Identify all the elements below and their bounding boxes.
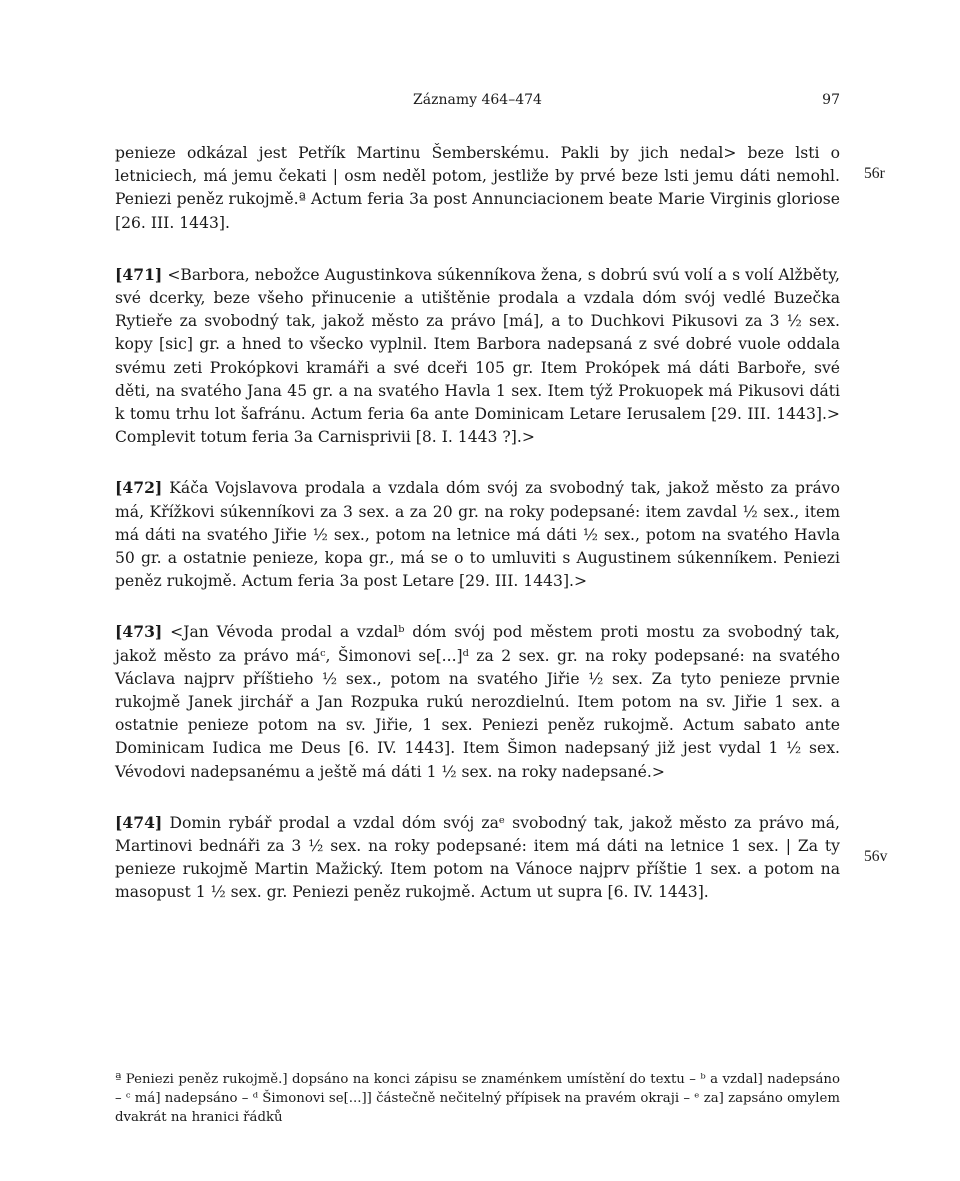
entry-text: Domin rybář prodal a vzdal dóm svój zaᵉ svobodný tak, jakož město za právo má, Martinovi bednáři za 3 ½ sex. na roky podepsané: item má dáti na letnice 1 sex. | Za ty penieze rukojmě Martin Mažický. Item potom na Vánoce najprv příštie 1 sex. a potom na masopust 1 ½ sex. gr. Peniezi peněz rukojmě. Actum ut supra [6. IV. 1443]. [115, 813, 840, 902]
entry-471 [115, 263, 840, 450]
entry-text: <Jan Vévoda prodal a vzdalᵇ dóm svój pod městem proti mostu za svobodný tak, jakož město za právo máᶜ, Šimonovi se[...]ᵈ za 2 sex. gr. na roky podepsané: na svatého Václava najprv příštieho ½ sex., potom na svatého Jiřie ½ sex. Za tyto penieze prvnie rukojmě Janek jirchář a Jan Rozpuka rukú nerozdielnú. Item potom na sv. Jiřie 1 sex. a ostatnie penieze potom na sv. Jiřie, 1 sex. Peniezi peněz rukojmě. Actum sabato ante Dominicam Iudica me Deus [6. IV. 1443]. Item Šimon nadepsaný již jest vydal 1 ½ sex. Vévodovi nadepsanému a ještě má dáti 1 ½ sex. na roky nadepsané.> [115, 623, 840, 781]
running-title: Záznamy 464–474 [413, 92, 542, 108]
entry-number: [471] [115, 264, 163, 284]
entry-text: <Barbora, nebožce Augustinkova súkenníkova žena, s dobrú svú volí a s volí Alžběty, své dcerky, beze všeho přinucenie a utištěnie prodala a vzdala dóm svój vedlé Buzečka Rytieře za svobodný tak, jakož město za právo [má], a to Duchkovi Pikusovi za 3 ½ sex. kopy [sic] gr. a hned to všecko vyplnil. Item Barbora nadepsaná z své dobré vuole oddala svému zeti Prokópkovi kramáři a své dceři 105 gr. Item Prokópek má dáti Barboře, své děti, na svatého Jana 45 gr. a na svatého Havla 1 sex. Item týž Prokuopek má Pikusovi dáti k tomu trhu lot šafránu. Actum feria 6a ante Dominicam Letare Ierusalem [29. III. 1443].> Complevit totum feria 3a Carnisprivii [8. I. 1443 ?].> [115, 265, 840, 447]
entry-number: [473] [115, 622, 163, 642]
entry-472 [115, 476, 840, 593]
critical-apparatus-footnotes [115, 1070, 840, 1127]
margin-folio-note: 56r [864, 165, 885, 182]
entry-474 [115, 811, 840, 905]
entry-473 [115, 620, 840, 783]
footnote-text: ª Peniezi peněz rukojmě.] dopsáno na konci zápisu se znaménkem umístění do textu – ᵇ a vzdal] nadepsáno – ᶜ má] nadepsáno – ᵈ Šimonovi se[...]] částečně nečitelný přípisek na pravém okraji – ᵉ za] zapsáno omylem dvakrát na hranici řádků [115, 1072, 840, 1125]
margin-folio-note: 56v [864, 848, 888, 865]
running-header [115, 92, 840, 114]
main-text [115, 142, 840, 927]
entry-text: penieze odkázal jest Petřík Martinu Šemberskému. Pakli by jich nedal> beze lsti o letniciech, má jemu čekati | osm neděl potom, jestliže by prvé beze lsti jemu dáti nemohl. Peniezi peněz rukojmě.ª Actum feria 3a post Annunciacionem beate Marie Virginis gloriose [26. III. 1443]. [115, 144, 840, 232]
entry-number: [474] [115, 812, 163, 832]
page-number: 97 [822, 92, 840, 108]
entry-text: Káča Vojslavova prodala a vzdala dóm svój za svobodný tak, jakož město za právo má, Křížkovi súkenníkovi za 3 sex. a za 20 gr. na roky podepsané: item zavdal ½ sex., item má dáti na svatého Jiřie ½ sex., potom na letnice má dáti ½ sex., potom na svatého Havla 50 gr. a ostatnie penieze, kopa gr., má se o to umluviti s Augustinem súkenníkem. Peniezi peněz rukojmě. Actum feria 3a post Letare [29. III. 1443].> [115, 479, 840, 591]
entry-number: [472] [115, 478, 163, 498]
entry-470-continuation [115, 142, 840, 235]
